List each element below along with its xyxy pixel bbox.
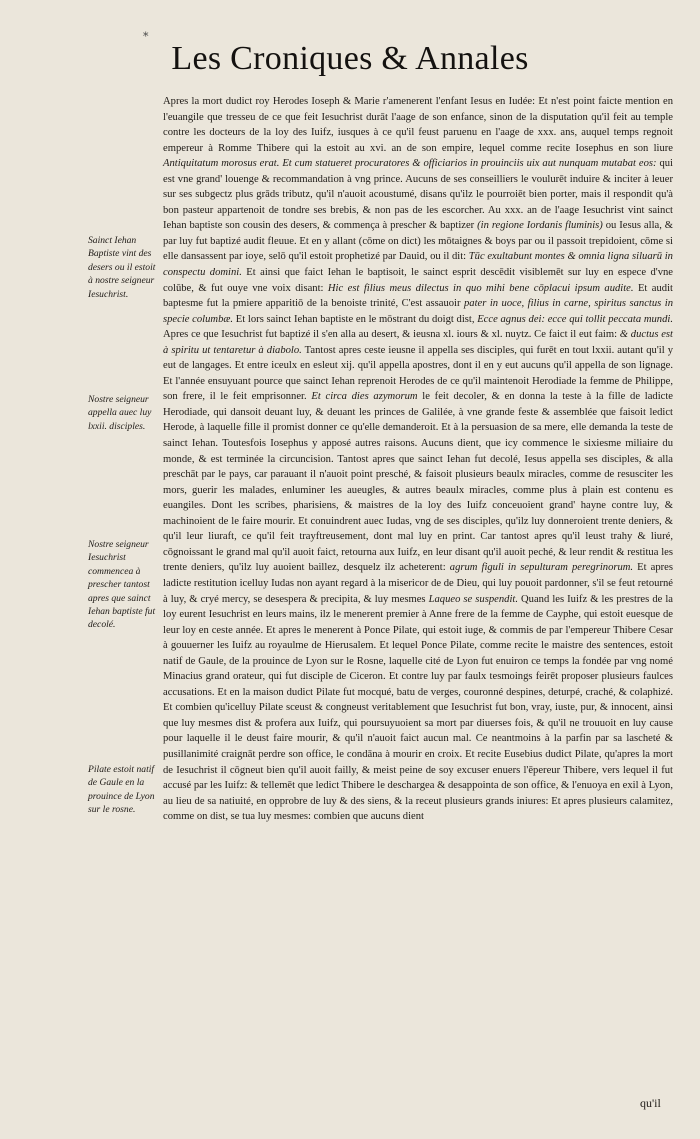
body-text-run: le feit decoler, & en donna la teste à la fille de ladicte Herodiade, qui dansoit deuant luy, & deuant les princes de Galilée, à vne grande feste & assemblée que faisoit ledict Herode, à laquelle fille il promist donner ce qu'elle demanderoit. Et à la persuasion de sa mere, elle demanda la teste de sainct Iehan. Toutesfois Iosephus y apposé autres raisons. Aucuns dient, que icy commence le sixiesme miliaire du monde, & est terminée la circuncision. Tantost apres que sainct Iehan fut decolé, Iesus appella ses disciples, & alla preschāt par le pays, car parauant il n'auoit point presché, & faisoit plusieurs beaulx miracles, comme de resusciter les mors, guerir les malades, enluminer les aueugles, & autres beaulx miracles, comme plus à plain est contenu es euangiles. Dont les scribes, pharisiens, & maistres de la loy des Iuifz conceuoient grand' hayne contre luy, & machinoient de le faire mourir. Et conuindrent auec Iudas, vng de ses disciples, qu'ilz luy donneroient trente deniers, & qu'il leur liuraft, ce qu'il feit trayftreusement, dont mal luy en print. Car tantost apres qu'il leust trahy & liuré, cōgnoissant le grand mal qu'il auoit faict, retourna aux Iuifz, en leur disant qu'il auoit peché, & leur rendit & restitua les trente deniers, qu'ilz luy auoient baillez, desquelz ilz acheterent: <box>163 391 673 574</box>
latin-quote: (in regione Iordanis fluminis) <box>477 220 603 232</box>
body-text-run: Apres la mort dudict roy Herodes Ioseph & Marie r'amenerent l'enfant Iesus en Iudée: Et n'est point faicte mention en l'euangile que tresseu de ce que feit Iesuchrist durāt l'aage de son enfance, sinon de la disputation qu'il feit au temple contre les docteurs de la loy des Iuifz, iusques à ce qu'il feust paruenu en l'aage de xxx. ans, auquel temps regnoit empereur à Romme Thibere qui la estoit au xvi. an de son empire, lequel comme recite Iosephus en son liure <box>163 96 673 154</box>
latin-quote: Laqueo se suspendit. <box>428 593 518 605</box>
latin-quote: Et circa dies azymorum <box>311 391 418 403</box>
running-head: Les Croniques & Annales <box>171 40 529 77</box>
page-mark: * <box>143 30 149 43</box>
latin-quote: pater in uoce, filius in carne, spiritus sanctus in specie columbæ. <box>163 298 673 325</box>
catchword: qu'il <box>640 1096 661 1110</box>
body-text-run: Et apres ladicte restitution icelluy Iudas non ayant regard à la misericor de de Dieu, qui luy pouoit pardonner, s'il se feut retourné à luy, & cryé mercy, se desespera & precipita, & luy mesmes <box>163 562 673 605</box>
body-paragraph <box>163 94 673 825</box>
latin-quote: Antiquitatum morosus erat. Et cum statueret procuratores & officiarios in prouinciis uix aut nunquam mutabat eos: <box>163 158 657 170</box>
latin-quote: agrum figuli in sepulturam peregrinorum. <box>449 562 634 574</box>
latin-quote: Ecce agnus dei: ecce qui tollit peccata mundi. <box>477 313 673 325</box>
body-text-run: Quand les Iuifz & les prestres de la loy eurent Iesuchrist en leurs mains, ilz le menerent premier à Anne frere de la femme de Cayphe, qui estoit euesque de leur loy en ceste année. Et apres le menerent à Ponce Pilate, qui estoit iuge, & commis de par l'empereur Thibere Cesar à gouuerner les Iuifz au royaulme de Hierusalem. Et lequel Ponce Pilate, comme recite le maistre des sentences, estoit natif de Gaule, de la prouince de Lyon sur le Rosne, laquelle cité de Lyon fut enuiron ce temps la fondée par vng nomé Minacius grand orateur, qui fut disciple de Ciceron. Et contre luy par faulx tesmoings feirēt proposer plusieurs faulces accusations. Et en la maison dudict Pilate fut mocqué, batu de verges, couronné despines, deturpé, craché, & colaphizé. Et combien qu'icelluy Pilate sceust & congneust veritablement que Iesuchrist fut bon, vray, iuste, pur, & innocent, ainsi que luy mesmes dist & profera aux Iuifz, qui poursuyuoient sa mort par diuerses fois, & qu'il ne trouuoit en luy cause pour laquelle il le deust faire mourir, & qu'il n'auoit faict aucun mal. Ce neantmoins à la parfin par sa lascheté & pusillanimité craignāt perdre son office, le condāna à mourir en croix. Et recite Eusebius dudict Pilate, qu'apres la mort de Iesuchrist il cōgneut bien qu'il auoit failly, & meist peine de soy excuser enuers l'ēpereur Thibere, vers lequel il fut accusé par les Iuifz: & tellemēt que ledict Thibere le deschargea & desappointa de son office, & l'enuoya en exil à Lyon, au lieu de sa natiuité, en opprobre de luy & des siens, & la receut plusieurs grands iniures: Et apres plusieurs calamitez, comme on dist, se tua luy mesmes: combien que aucuns dient <box>163 593 674 823</box>
body-text-run: Et lors sainct Iehan baptiste en le mōstrant du doigt dist, <box>233 313 478 325</box>
body-text-run: Apres ce que Iesuchrist fut baptizé il s'en alla au desert, & ieusna xl. iours & xl. nuytz. Ce faict il eut faim: <box>163 329 620 341</box>
latin-quote: Tūc exultabunt montes & omnia ligna siluarū in conspectu domini. <box>163 251 673 279</box>
margin-note-4: Pilate estoit natif de Gaule en la prouince de Lyon sur le rosne. <box>88 764 155 816</box>
body-text-run: Et ainsi que faict Iehan le baptisoit, le sainct esprit descēdit visiblemēt sur luy en espece d'vne colūbe, & fut ouye vne voix disant: <box>163 267 673 294</box>
margin-note-2: Nostre seigneur appella auec luy lxxii. disciples. <box>88 394 152 432</box>
margin-note-3: Nostre seigneur Iesuchrist commencea à prescher tantost apres que sainct Iehan baptiste fut decolé. <box>88 539 156 631</box>
latin-quote: Hic est filius meus dilectus in quo mihi bene cōplacui ipsum audite. <box>327 282 634 294</box>
body-text-run: qui est vne grand' louenge & recommandation à vng prince. Aucuns de ses conseilliers le voulurēt induire & inciter à leuer sur ses subgectz plus grāds tributz, qu'il n'auoit acoustumé, disans qu'ilz le pourroiēt bien porter, mais il respondit qu'à bon pasteur appartenoit de tondre ses brebis, & non pas de les escorcher. Au xxx. an de l'aage Iesuchrist vint sainct Iehan baptiste son cousin des desers, & commença à prescher & baptizer <box>163 158 674 232</box>
body-text-run: ou Iesus alla, & par luy fut baptizé audit fleuue. Et en y allant (cōme on dict) les mōtaignes & boys par ou il passoit trepidoient, cōme si elle dansassent par ioye, selō qu'il estoit prophetizé par Dauid, ou il dit: <box>163 220 674 263</box>
latin-quote: & ductus est à spiritu ut tentaretur à diabolo. <box>163 329 673 356</box>
margin-note-1: Sainct Iehan Baptiste vint des desers ou il estoit à nostre seigneur Iesuchrist. <box>88 235 156 300</box>
main-text-column <box>163 94 673 825</box>
body-text-run: Et audit baptesme fut la pmiere apparitiō de la benoiste trinité, C'est assauoir <box>163 282 673 310</box>
body-text-run: Tantost apres ceste ieusne il appella ses disciples, qui furēt en tout lxxii. autant qu'il y eut de langages. Et entre iceulx en esleut xij. qu'il appella apostres, dont il en y eut aucuns qu'il appella de son lignage. Et l'année ensuyuant pource que sainct Iehan reprenoit Herodes de ce qu'il maintenoit Herodiade la femme de Philippe, son frere, il le feit emprisonner. <box>163 344 674 403</box>
